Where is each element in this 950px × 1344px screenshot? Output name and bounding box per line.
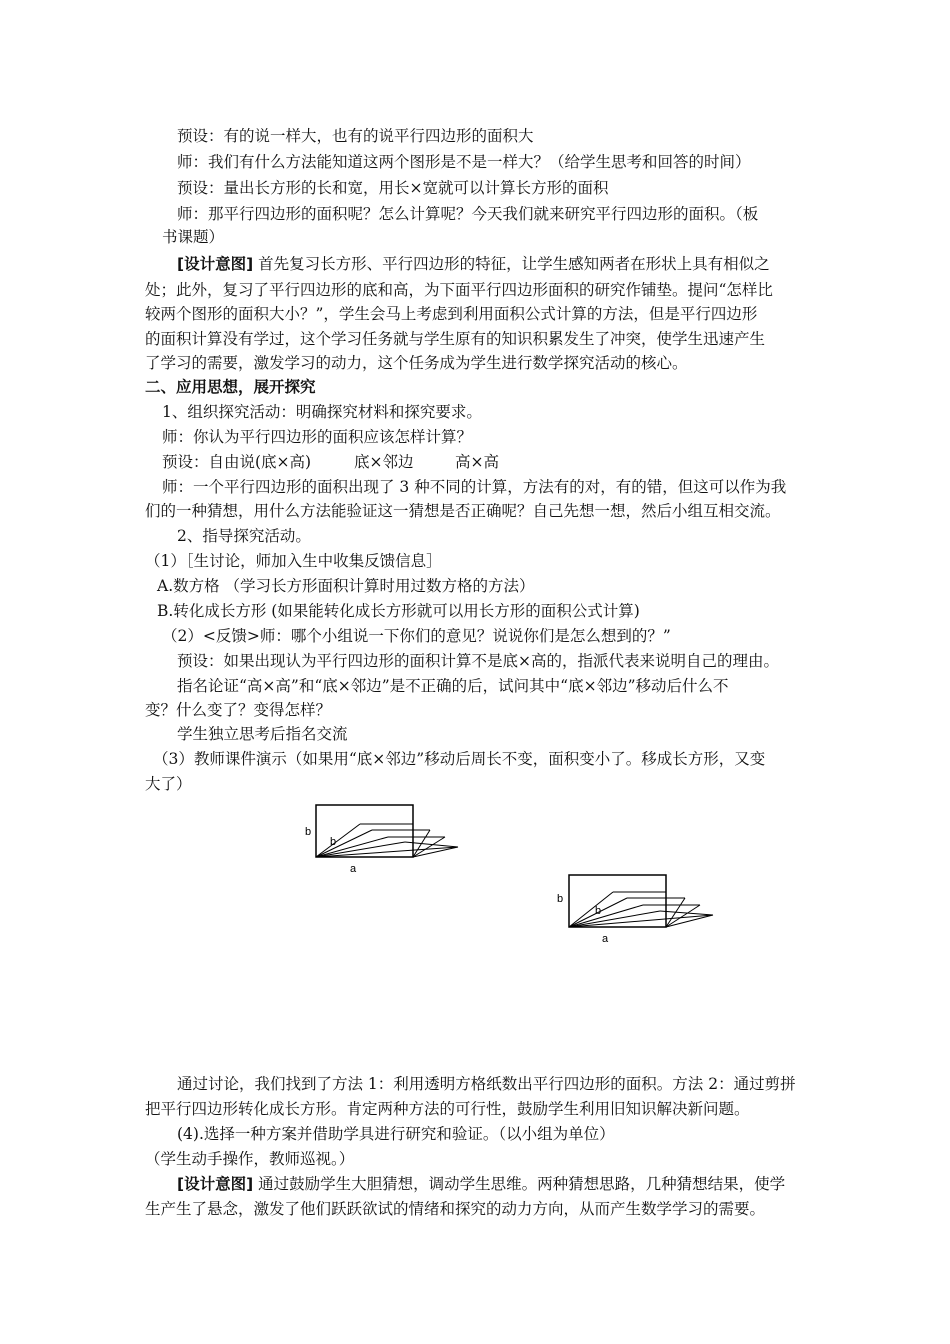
text-line: 书课题） bbox=[162, 228, 225, 246]
design-intent-tag: [设计意图] bbox=[177, 1175, 254, 1193]
parallelogram-shear-figure bbox=[300, 800, 465, 875]
text-line: 预设：有的说一样大，也有的说平行四边形的面积大 bbox=[177, 127, 534, 145]
design-intent-tag: [设计意图] bbox=[177, 255, 254, 273]
text-line: 高×高 bbox=[455, 453, 499, 471]
text-line: 预设：自由说(底×高) bbox=[162, 453, 312, 471]
text-line: 师：你认为平行四边形的面积应该怎样计算？ bbox=[162, 428, 473, 446]
design-intent-paragraph bbox=[177, 1173, 785, 1195]
text-line: 大了） bbox=[145, 775, 192, 793]
text-line: 指名论证“高×高”和“底×邻边”是不正确的后，试问其中“底×邻边”移动后什么不 bbox=[177, 677, 729, 695]
text-line: （2）<反馈>师：哪个小组说一下你们的意见？说说你们是怎么想到的？” bbox=[162, 627, 671, 645]
text-line: A.数方格 （学习长方形面积计算时用过数方格的方法） bbox=[157, 577, 535, 595]
text-line: 们的一种猜想，用什么方法能验证这一猜想是否正确呢？自己先想一想，然后小组互相交流。 bbox=[145, 502, 781, 520]
text-span: 首先复习长方形、平行四边形的特征，让学生感知两者在形状上具有相似之 bbox=[253, 255, 770, 273]
text-line: 学生独立思考后指名交流 bbox=[177, 725, 348, 743]
text-line: 的面积计算没有学过，这个学习任务就与学生原有的知识积累发生了冲突，使学生迅速产生 bbox=[145, 330, 766, 348]
side-label: b bbox=[305, 826, 312, 838]
text-line: 较两个图形的面积大小？”，学生会马上考虑到利用面积公式计算的方法，但是平行四边形 bbox=[145, 305, 758, 323]
base-label: a bbox=[602, 933, 609, 945]
text-line: （3）教师课件演示（如果用“底×邻边”移动后周长不变，面积变小了。移成长方形，又变 bbox=[153, 750, 766, 768]
text-line: 了学习的需要，激发学习的动力，这个任务成为学生进行数学探究活动的核心。 bbox=[145, 354, 688, 372]
text-line: 2、指导探究活动。 bbox=[177, 527, 311, 545]
text-line: 预设：量出长方形的长和宽，用长×宽就可以计算长方形的面积 bbox=[177, 179, 609, 197]
design-intent-paragraph bbox=[177, 253, 770, 275]
parallelogram-shear-figure bbox=[555, 870, 720, 945]
text-line: (4).选择一种方案并借助学具进行研究和验证。（以小组为单位） bbox=[177, 1125, 615, 1143]
text-line: 底×邻边 bbox=[354, 453, 414, 471]
text-line: 师：一个平行四边形的面积出现了 3 种不同的计算，方法有的对，有的错，但这可以作为我 bbox=[162, 478, 787, 496]
inner-label: b bbox=[595, 905, 602, 917]
text-line: 变？什么变了？变得怎样？ bbox=[145, 701, 332, 719]
base-label: a bbox=[350, 863, 357, 875]
text-line: 生产生了悬念，激发了他们跃跃欲试的情绪和探究的动力方向，从而产生数学学习的需要。 bbox=[145, 1200, 766, 1218]
text-line: 处；此外，复习了平行四边形的底和高，为下面平行四边形面积的研究作铺垫。提问“怎样比 bbox=[145, 281, 773, 299]
text-line: 把平行四边形转化成长方形。肯定两种方法的可行性，鼓励学生利用旧知识解决新问题。 bbox=[145, 1100, 750, 1118]
text-line: 1、组织探究活动：明确探究材料和探究要求。 bbox=[162, 403, 482, 421]
inner-label: b bbox=[330, 836, 337, 848]
side-label: b bbox=[557, 893, 564, 905]
section-heading: 二、应用思想，展开探究 bbox=[145, 378, 316, 396]
text-line: （学生动手操作，教师巡视。） bbox=[145, 1150, 355, 1168]
text-line: （1）［生讨论，师加入生中收集反馈信息］ bbox=[145, 552, 442, 570]
text-line: B.转化成长方形 (如果能转化成长方形就可以用长方形的面积公式计算) bbox=[157, 602, 640, 620]
text-span: 通过鼓励学生大胆猜想，调动学生思维。两种猜想思路，几种猜想结果，使学 bbox=[253, 1175, 786, 1193]
text-line: 通过讨论，我们找到了方法 1：利用透明方格纸数出平行四边形的面积。方法 2：通过剪拼 bbox=[177, 1075, 796, 1093]
text-line: 师：我们有什么方法能知道这两个图形是不是一样大？（给学生思考和回答的时间） bbox=[177, 153, 751, 171]
text-line: 预设：如果出现认为平行四边形的面积计算不是底×高的，指派代表来说明自己的理由。 bbox=[177, 652, 779, 670]
text-line: 师：那平行四边形的面积呢？怎么计算呢？今天我们就来研究平行四边形的面积。（板 bbox=[177, 205, 759, 223]
